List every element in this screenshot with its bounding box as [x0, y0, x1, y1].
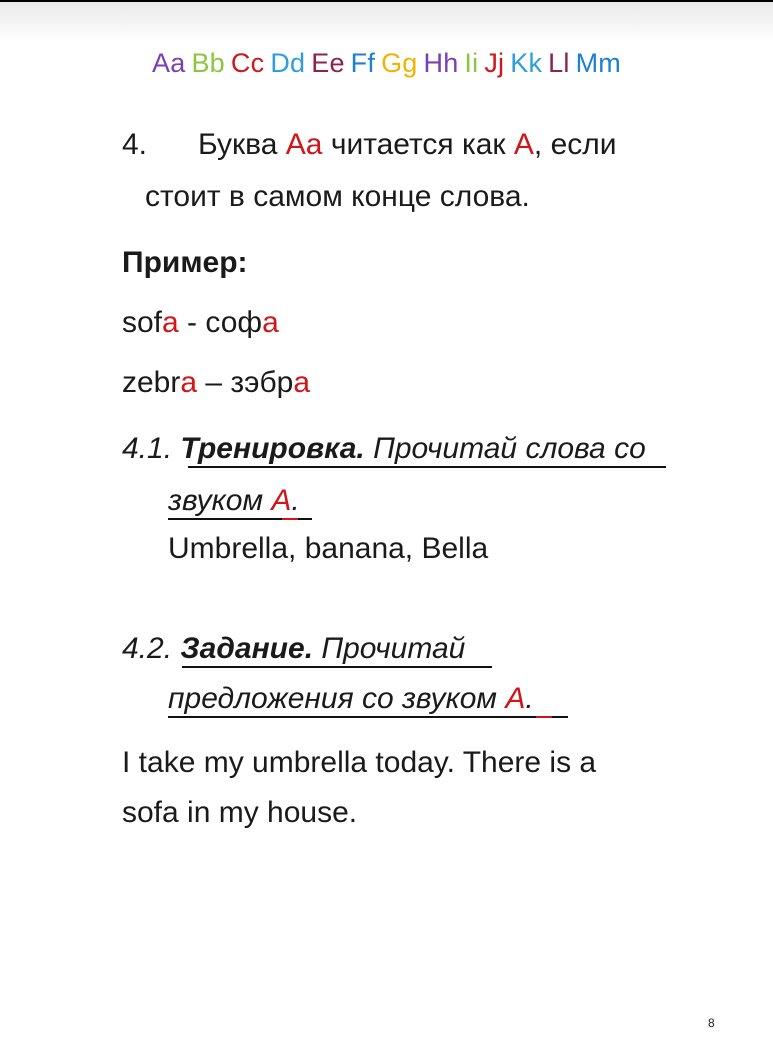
- example-heading: Пример:: [122, 246, 248, 279]
- task2-underline: [182, 666, 492, 668]
- rule-number: 4.: [122, 128, 148, 161]
- alphabet-letter: Mm: [575, 48, 621, 78]
- rule-line-2: стоит в самом конце слова.: [145, 180, 530, 213]
- alphabet-letter: Kk: [510, 48, 543, 78]
- alphabet-letter: Aa: [152, 48, 186, 78]
- alphabet-letter: Dd: [270, 48, 306, 78]
- alphabet-letter: Hh: [423, 48, 459, 78]
- task1-line-2: [168, 484, 300, 518]
- word-highlight: а: [262, 306, 279, 339]
- task1-underline: [188, 466, 666, 468]
- word-text: sof: [122, 306, 163, 339]
- task1-instruction: звуком: [168, 484, 272, 517]
- alphabet-letter: Gg: [381, 48, 418, 78]
- task1-instruction: .: [291, 484, 300, 517]
- task2-number: 4.2.: [122, 632, 181, 665]
- task2-title: Задание.: [180, 632, 314, 665]
- alphabet-letter: Ff: [350, 48, 376, 78]
- task1-letter: А: [271, 484, 292, 517]
- task2-instruction: предложения со звуком: [168, 682, 506, 715]
- task1-words: Umbrella, banana, Bella: [168, 532, 489, 565]
- word-text: – зэбр: [197, 366, 294, 399]
- page-number: 8: [708, 1016, 715, 1030]
- alphabet-row: [0, 48, 773, 79]
- task2-underline: [168, 716, 568, 718]
- header-shade: [0, 2, 773, 42]
- word-text: - соф: [178, 306, 263, 339]
- task2-letter: А: [505, 682, 526, 715]
- rule-line-1: [122, 128, 617, 162]
- task1-line-1: [122, 432, 646, 466]
- task1-title: Тренировка.: [180, 432, 365, 465]
- task2-instruction: Прочитай: [313, 632, 466, 665]
- alphabet-letter: Jj: [484, 48, 505, 78]
- word-highlight: а: [293, 366, 311, 399]
- rule-text-part: читается как: [322, 128, 514, 161]
- alphabet-letter: Cc: [230, 48, 265, 78]
- rule-text-part: , если: [533, 128, 617, 161]
- alphabet-letter: Ii: [464, 48, 479, 78]
- example-word-sofa: [122, 306, 279, 340]
- rule-letter-pair: Aa: [285, 128, 323, 161]
- sentence-line-2: sofa in my house.: [122, 796, 358, 829]
- word-highlight: a: [162, 306, 179, 339]
- task1-number: 4.1.: [122, 432, 181, 465]
- word-highlight: a: [180, 366, 198, 399]
- rule-text-part: Буква: [198, 128, 286, 161]
- word-text: zebr: [122, 366, 181, 399]
- task1-underline-red: [282, 518, 298, 520]
- task2-instruction: .: [525, 682, 534, 715]
- alphabet-letter: Ll: [548, 48, 570, 78]
- task2-line-2: [168, 682, 534, 716]
- task1-instruction: Прочитай слова со: [364, 432, 646, 465]
- example-word-zebra: [122, 366, 310, 400]
- task2-underline-red: [536, 716, 552, 718]
- rule-letter: A: [513, 128, 534, 161]
- sentence-line-1: I take my umbrella today. There is a: [122, 746, 597, 779]
- alphabet-letter: Ee: [311, 48, 345, 78]
- task2-line-1: [122, 632, 465, 666]
- alphabet-letter: Bb: [191, 48, 225, 78]
